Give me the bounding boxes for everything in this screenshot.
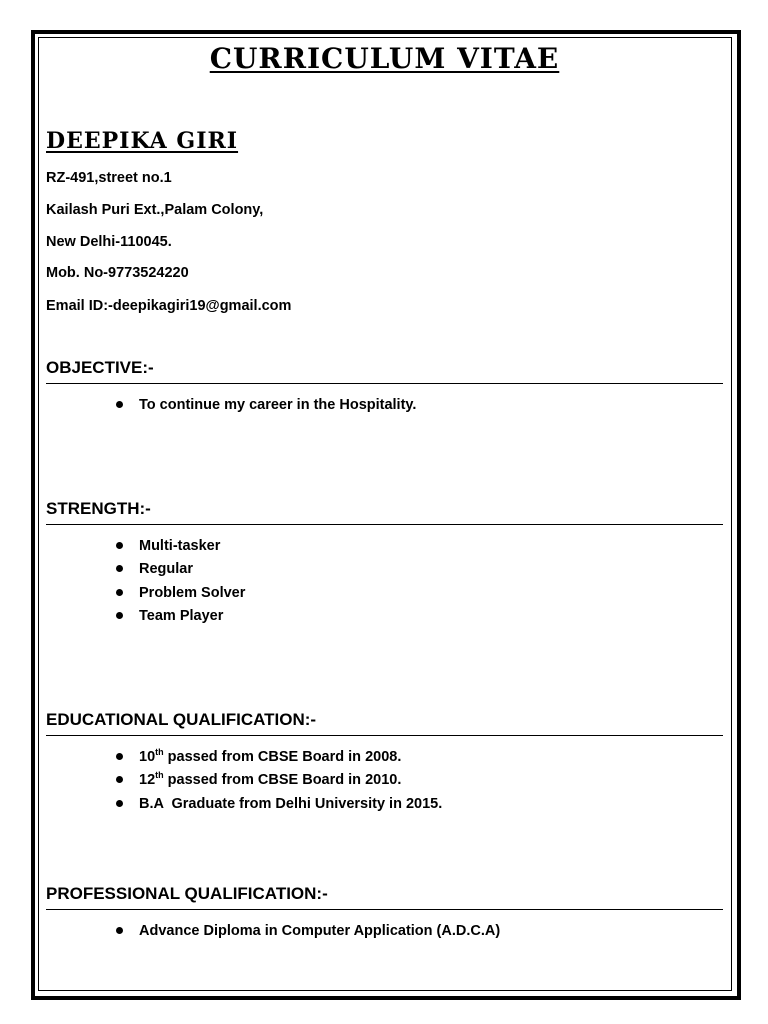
list-item (139, 537, 245, 560)
list-item (139, 795, 442, 818)
education-item-text: passed from CBSE Board in 2008. (163, 749, 402, 765)
bullet-icon (116, 800, 123, 807)
professional-heading: PROFESSIONAL QUALIFICATION:- (46, 884, 723, 910)
ordinal-suffix: th (155, 770, 164, 781)
education-heading: EDUCATIONAL QUALIFICATION:- (46, 710, 723, 736)
list-item (139, 922, 500, 945)
bullet-icon (116, 542, 123, 549)
resume-document (46, 0, 723, 1024)
education-list (139, 748, 442, 818)
education-item-text: passed from CBSE Board in 2010. (163, 772, 402, 789)
address-line-3: New Delhi-110045. (46, 234, 172, 250)
bullet-icon (116, 753, 123, 760)
mobile-number: Mob. No-9773524220 (46, 265, 189, 281)
strength-heading: STRENGTH:- (46, 499, 723, 525)
bullet-icon (116, 589, 123, 596)
document-title: CURRICULUM VITAE (209, 42, 560, 75)
professional-item-text: Advance Diploma in Computer Application (A.D.C.A) (139, 923, 501, 939)
list-item (139, 396, 416, 419)
bullet-icon (116, 927, 123, 934)
ordinal-suffix: th (155, 747, 164, 758)
address-line-2: Kailash Puri Ext.,Palam Colony, (46, 202, 264, 218)
strength-item-text: Team Player (139, 607, 224, 624)
list-item (139, 584, 245, 607)
email-address: Email ID:-deepikagiri19@gmail.com (46, 298, 292, 314)
education-item-text: B.A Graduate from Delhi University in 2015. (139, 795, 443, 812)
strength-item-text: Multi-tasker (139, 538, 221, 554)
bullet-icon (116, 612, 123, 619)
bullet-icon (116, 565, 123, 572)
bullet-icon (116, 401, 123, 408)
bullet-icon (116, 776, 123, 783)
strength-list (139, 537, 245, 630)
education-item-number: 10 (139, 749, 156, 765)
list-item (139, 607, 245, 630)
objective-list (139, 396, 416, 419)
objective-item-text: To continue my career in the Hospitality. (139, 397, 417, 413)
list-item (139, 560, 245, 583)
strength-item-text: Problem Solver (139, 584, 246, 601)
candidate-name: DEEPIKA GIRI (46, 128, 239, 154)
list-item (139, 748, 442, 771)
address-line-1: RZ-491,street no.1 (46, 170, 172, 186)
education-item-number: 12 (139, 772, 156, 789)
strength-item-text: Regular (139, 561, 193, 578)
professional-list (139, 922, 500, 945)
objective-heading: OBJECTIVE:- (46, 358, 723, 384)
list-item (139, 771, 442, 794)
